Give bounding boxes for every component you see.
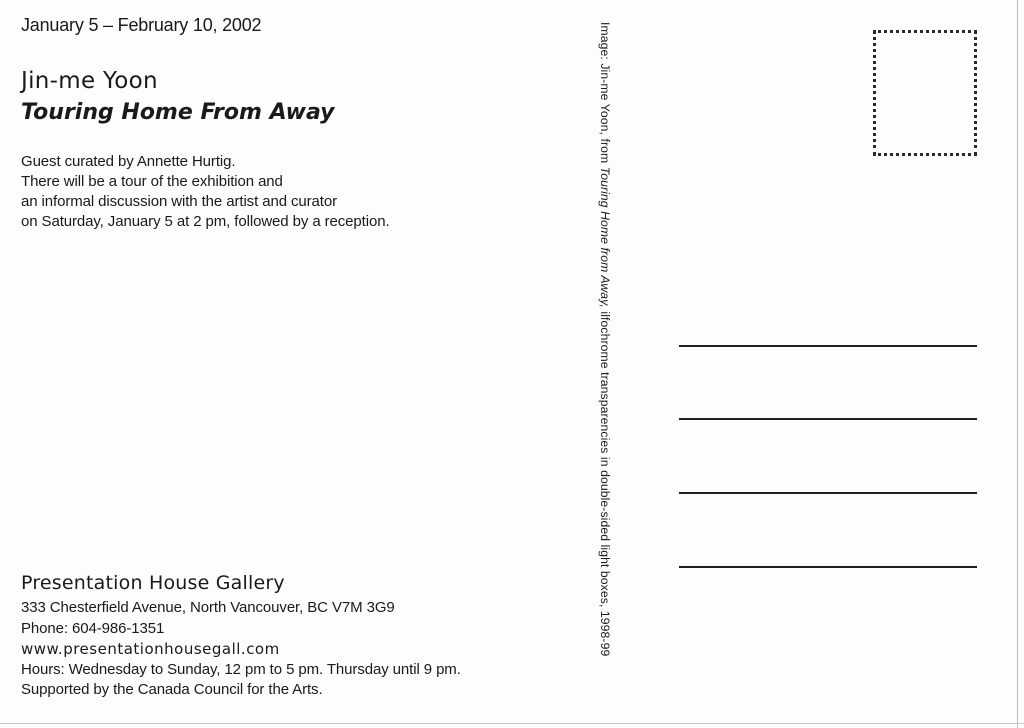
address-line xyxy=(679,492,977,494)
gallery-address: 333 Chesterfield Avenue, North Vancouver, BC V7M 3G9 xyxy=(21,599,395,616)
image-credit-column xyxy=(594,22,616,702)
gallery-website: www.presentationhousegall.com xyxy=(21,640,280,658)
gallery-phone: Phone: 604-986-1351 xyxy=(21,619,165,637)
exhibition-title: Touring Home From Away xyxy=(21,100,335,125)
stamp-box xyxy=(873,30,977,156)
address-line xyxy=(679,345,977,347)
event-details xyxy=(21,152,390,232)
address-line xyxy=(679,566,977,568)
details-line: There will be a tour of the exhibition and xyxy=(21,173,283,190)
image-credit-title: Touring Home from Away, xyxy=(598,166,612,308)
gallery-support: Supported by the Canada Council for the Arts. xyxy=(21,681,323,698)
details-line: on Saturday, January 5 at 2 pm, followed by a reception. xyxy=(21,213,390,230)
card-edge-bottom xyxy=(0,723,1024,724)
image-credit xyxy=(594,22,616,702)
artist-name: Jin-me Yoon xyxy=(21,68,158,94)
details-line: an informal discussion with the artist and curator xyxy=(21,193,337,210)
address-line xyxy=(679,418,977,420)
exhibition-dates: January 5 – February 10, 2002 xyxy=(21,15,262,35)
card-edge-right xyxy=(1017,0,1018,728)
gallery-hours: Hours: Wednesday to Sunday, 12 pm to 5 pm. Thursday until 9 pm. xyxy=(21,660,461,678)
gallery-name: Presentation House Gallery xyxy=(21,572,285,594)
image-credit-suffix: ilfochrome transparencies in double-sided light boxes, 1998-99 xyxy=(598,307,612,657)
details-line: Guest curated by Annette Hurtig. xyxy=(21,153,236,170)
gallery-contact xyxy=(21,598,461,701)
image-credit-prefix: Image: Jin-me Yoon, from xyxy=(598,22,612,167)
